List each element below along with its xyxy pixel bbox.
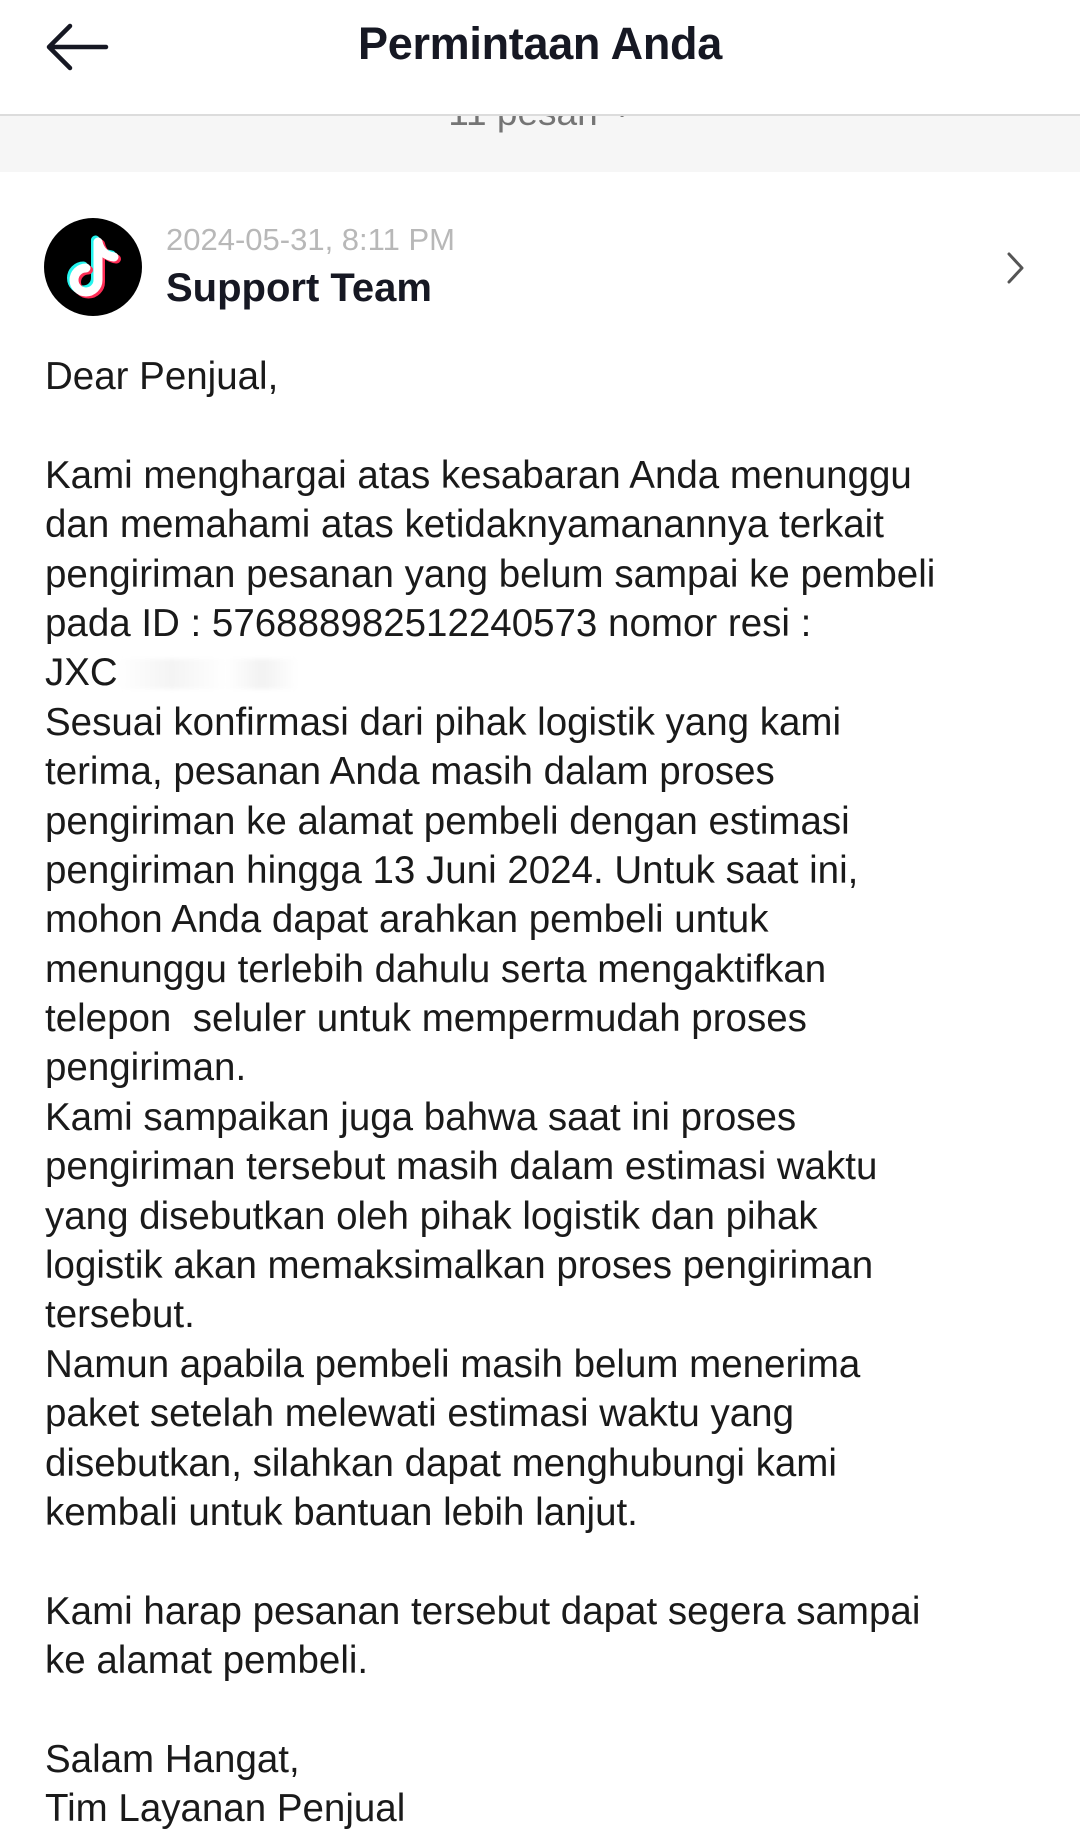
message-line-text: Namun apabila pembeli masih belum menerima (45, 1342, 861, 1386)
chevron-right-icon[interactable] (1000, 246, 1030, 290)
avatar (44, 218, 142, 316)
message-line (45, 1093, 935, 1142)
message-line (45, 945, 935, 994)
page-title: Permintaan Anda (358, 18, 722, 69)
message-line-text: mohon Anda dapat arahkan pembeli untuk (45, 898, 769, 942)
message-line-text: telepon seluler untuk mempermudah proses (45, 997, 807, 1041)
redacted-tracking-number (118, 659, 298, 689)
message-line-text: paket setelah melewati estimasi waktu yang (45, 1392, 794, 1436)
message-line (45, 1587, 935, 1636)
message-line (45, 1439, 935, 1488)
message-line (45, 797, 935, 846)
message-line-text: Kami sampaikan juga bahwa saat ini proses (45, 1095, 797, 1139)
message-line (45, 1389, 935, 1438)
message-line-text: dan memahami atas ketidaknyamanannya terkait (45, 503, 884, 547)
message-line-text: pengiriman hingga 13 Juni 2024. Untuk saat ini, (45, 848, 859, 892)
message-line (45, 698, 935, 747)
message-date: 2024-05-31, 8:11 PM (166, 222, 455, 257)
message-line-text: Kami harap pesanan tersebut dapat segera sampai (45, 1589, 921, 1633)
message-line-text: Salam Hangat, (45, 1737, 300, 1781)
message-line (45, 895, 935, 944)
message-line (45, 648, 935, 697)
message-line-text: disebutkan, silahkan dapat menghubungi kami (45, 1441, 837, 1485)
message-line (45, 1735, 935, 1784)
sender-name: Support Team (166, 266, 432, 310)
message-line-text: JXC (45, 651, 118, 695)
blank-line (45, 1537, 935, 1586)
message-line (45, 846, 935, 895)
message-line (45, 500, 935, 549)
message-line-text: Kami menghargai atas kesabaran Anda menunggu (45, 453, 912, 497)
message-line-text: terima, pesanan Anda masih dalam proses (45, 750, 775, 794)
message-line-text: pada ID : 576888982512240573 nomor resi : (45, 601, 812, 645)
message-line-text: Tim Layanan Penjual (45, 1787, 406, 1831)
message-line (45, 1636, 935, 1685)
message-line-text: yang disebutkan oleh pihak logistik dan pihak (45, 1194, 818, 1238)
message-line-text: Dear Penjual, (45, 355, 279, 398)
message-line-text: menunggu terlebih dahulu serta mengaktifkan (45, 947, 827, 991)
message-line-text: ke alamat pembeli. (45, 1639, 369, 1683)
message-line (45, 1784, 935, 1833)
message-line (45, 1241, 935, 1290)
message-line (45, 599, 935, 648)
message-line (45, 550, 935, 599)
message-line (45, 747, 935, 796)
message-line-text: pengiriman ke alamat pembeli dengan estimasi (45, 799, 850, 843)
blank-line (45, 401, 935, 450)
message-line-text: kembali untuk bantuan lebih lanjut. (45, 1490, 638, 1534)
message-line-text: Sesuai konfirmasi dari pihak logistik yang kami (45, 700, 842, 744)
message-line-text: pengiriman. (45, 1046, 247, 1090)
message-line (45, 352, 935, 401)
message-line (45, 1142, 935, 1191)
blank-line (45, 1686, 935, 1735)
message-line-text: tersebut. (45, 1293, 195, 1337)
message-line (45, 1043, 935, 1092)
message-line (45, 1340, 935, 1389)
message-line-text: pengiriman tersebut masih dalam estimasi waktu (45, 1145, 878, 1189)
message-line (45, 1192, 935, 1241)
tiktok-logo-icon (44, 218, 142, 316)
message-body (45, 352, 935, 1834)
message-line (45, 451, 935, 500)
message-line-text: logistik akan memaksimalkan proses pengiriman (45, 1244, 874, 1288)
message-count-toggle[interactable] (0, 116, 1080, 172)
message-line-text: pengiriman pesanan yang belum sampai ke pembeli (45, 552, 936, 596)
message-line (45, 1488, 935, 1537)
message-line (45, 994, 935, 1043)
top-bar (0, 0, 1080, 116)
message-line (45, 1290, 935, 1339)
